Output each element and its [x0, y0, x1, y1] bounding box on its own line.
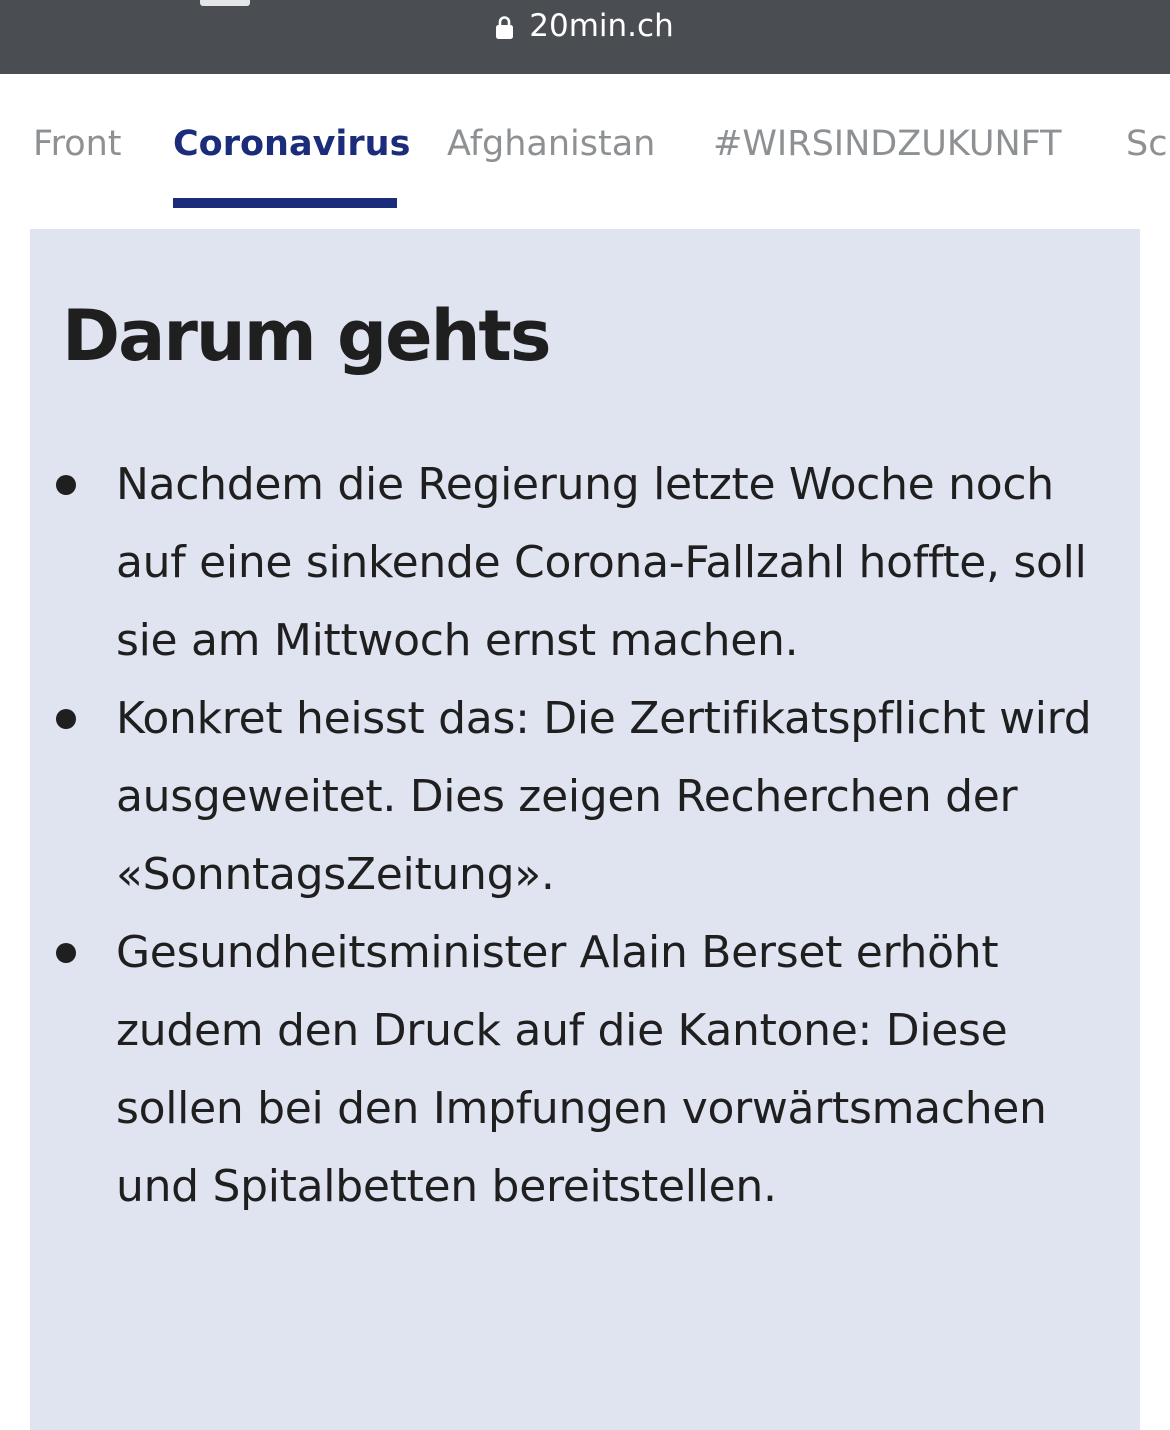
bullet-icon	[56, 475, 76, 495]
summary-box	[30, 229, 1140, 1430]
list-item-text: Gesundheitsminister Alain Berset erhöht zudem den Druck auf die Kantone: Diese sollen bei den Impfungen vorwärtsmachen und Spitalbetten bereitstellen.	[116, 927, 1047, 1212]
tab-coronavirus[interactable]: Coronavirus	[173, 124, 411, 164]
url-display[interactable]	[0, 6, 1170, 46]
active-tab-indicator	[173, 198, 397, 208]
bullet-icon	[56, 709, 76, 729]
list-item-text: Konkret heisst das: Die Zertifikatspflicht wird ausgeweitet. Dies zeigen Recherchen der «SonntagsZeitung».	[116, 693, 1092, 900]
list-item	[116, 446, 1126, 680]
lock-icon	[496, 15, 513, 39]
list-item	[116, 914, 1126, 1226]
summary-list	[116, 446, 1126, 1226]
list-item	[116, 680, 1126, 914]
browser-address-bar[interactable]	[0, 0, 1170, 74]
url-text: 20min.ch	[529, 8, 674, 44]
tab-wirsindzukunft[interactable]: #WIRSINDZUKUNFT	[713, 124, 1062, 164]
bullet-icon	[56, 943, 76, 963]
tab-partial[interactable]: Sc	[1126, 124, 1168, 164]
summary-title: Darum gehts	[62, 295, 550, 377]
tab-afghanistan[interactable]: Afghanistan	[447, 124, 656, 164]
section-navigation	[0, 74, 1170, 214]
list-item-text: Nachdem die Regierung letzte Woche noch auf eine sinkende Corona-Fallzahl hoffte, soll sie am Mittwoch ernst machen.	[116, 459, 1087, 666]
tab-front[interactable]: Front	[33, 124, 122, 164]
